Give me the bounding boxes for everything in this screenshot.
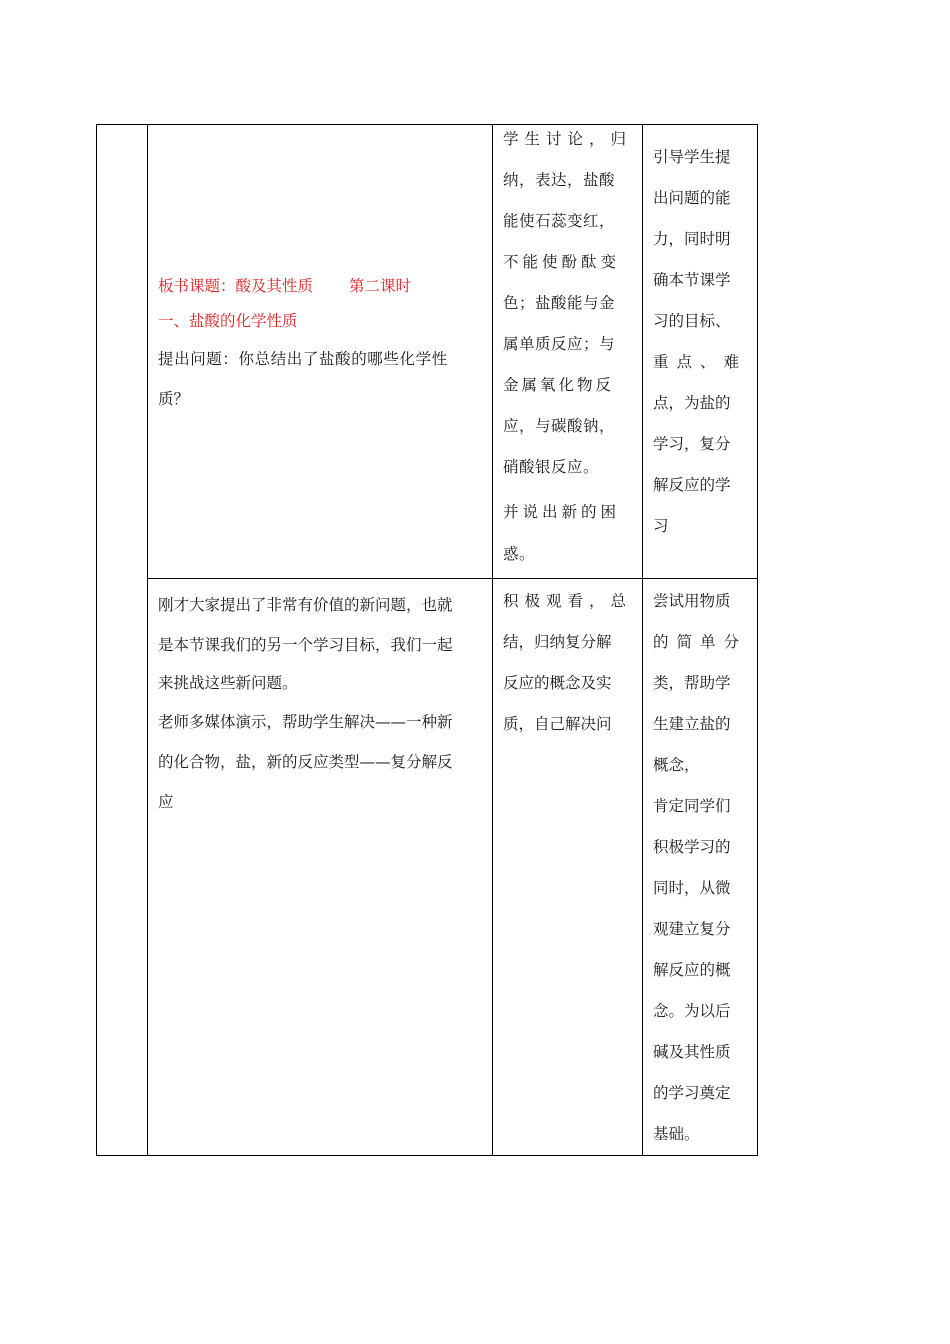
text-line: 同时，从微 xyxy=(653,879,731,897)
board-heading: 板书课题：酸及其性质 第二课时 xyxy=(158,277,412,295)
text-line: 念。为以后 xyxy=(653,1002,731,1020)
table-row xyxy=(97,125,758,579)
lesson-plan-table xyxy=(96,124,758,1156)
text-line: 解反应的概 xyxy=(653,961,731,979)
text-line: 积极学习的 xyxy=(653,838,731,856)
text-line: 应，与碳酸钠， xyxy=(503,417,616,435)
text-line: 来挑战这些新问题。 xyxy=(158,674,298,692)
teacher-activity-cell xyxy=(148,125,493,579)
text-line: 金属氧化物反 xyxy=(503,376,615,394)
table-row xyxy=(97,579,758,1156)
text-line: 类，帮助学 xyxy=(653,674,731,692)
student-activity-cell xyxy=(493,125,643,579)
text-line: 纳，表达，盐酸 xyxy=(503,171,616,189)
text-line: 力，同时明 xyxy=(653,230,731,248)
text-line: 解反应的学 xyxy=(653,476,731,494)
text-line: 结，归纳复分解 xyxy=(503,633,612,651)
text-line: 学习，复分 xyxy=(653,435,731,453)
text-line: 的化合物，盐，新的反应类型——复分解反 xyxy=(158,753,453,771)
text-line: 出问题的能 xyxy=(653,189,731,207)
text-line: 习的目标、 xyxy=(653,312,731,330)
text-line: 并说出新的困 xyxy=(503,503,621,521)
text-line: 积极观看，总 xyxy=(503,592,633,610)
stage-cell xyxy=(97,125,148,1156)
text-line: 不能使酚酞变 xyxy=(503,253,621,271)
text-line: 的学习奠定 xyxy=(653,1084,731,1102)
text-line: 应 xyxy=(158,793,174,811)
text-line: 点，为盐的 xyxy=(653,394,731,412)
student-activity-cell xyxy=(493,579,643,1156)
text-line: 硝酸银反应。 xyxy=(503,458,600,476)
text-line: 尝试用物质 xyxy=(653,592,731,610)
text-line: 重点、难 xyxy=(653,353,748,371)
text-line: 肯定同学们 xyxy=(653,797,731,815)
text-line: 确本节课学 xyxy=(653,271,731,289)
text-line: 概念， xyxy=(653,756,700,774)
text-line: 属单质反应；与 xyxy=(503,335,616,353)
text-line: 反应的概念及实 xyxy=(503,674,612,692)
text-line: 老师多媒体演示，帮助学生解决——一种新 xyxy=(158,713,453,731)
teacher-activity-cell xyxy=(148,579,493,1156)
text-line: 引导学生提 xyxy=(653,148,731,166)
design-intent-cell xyxy=(643,125,758,579)
text-line: 碱及其性质 xyxy=(653,1043,731,1061)
text-line: 是本节课我们的另一个学习目标，我们一起 xyxy=(158,636,453,654)
text-line: 质，自己解决问 xyxy=(503,715,612,733)
text-line: 观建立复分 xyxy=(653,920,731,938)
text-line: 学生讨论，归 xyxy=(503,130,633,148)
design-intent-cell xyxy=(643,579,758,1156)
text-line: 刚才大家提出了非常有价值的新问题，也就 xyxy=(158,596,453,614)
text-line: 质？ xyxy=(158,390,190,408)
text-line: 生建立盐的 xyxy=(653,715,731,733)
section-heading: 一、盐酸的化学性质 xyxy=(158,312,298,330)
text-line: 惑。 xyxy=(503,545,536,563)
text-line: 习 xyxy=(653,517,669,535)
text-line: 的简单分 xyxy=(653,633,748,651)
text-line: 基础。 xyxy=(653,1125,700,1143)
text-line: 色；盐酸能与金 xyxy=(503,294,616,312)
text-line: 提出问题：你总结出了盐酸的哪些化学性 xyxy=(158,350,448,368)
text-line: 能使石蕊变红， xyxy=(503,212,616,230)
